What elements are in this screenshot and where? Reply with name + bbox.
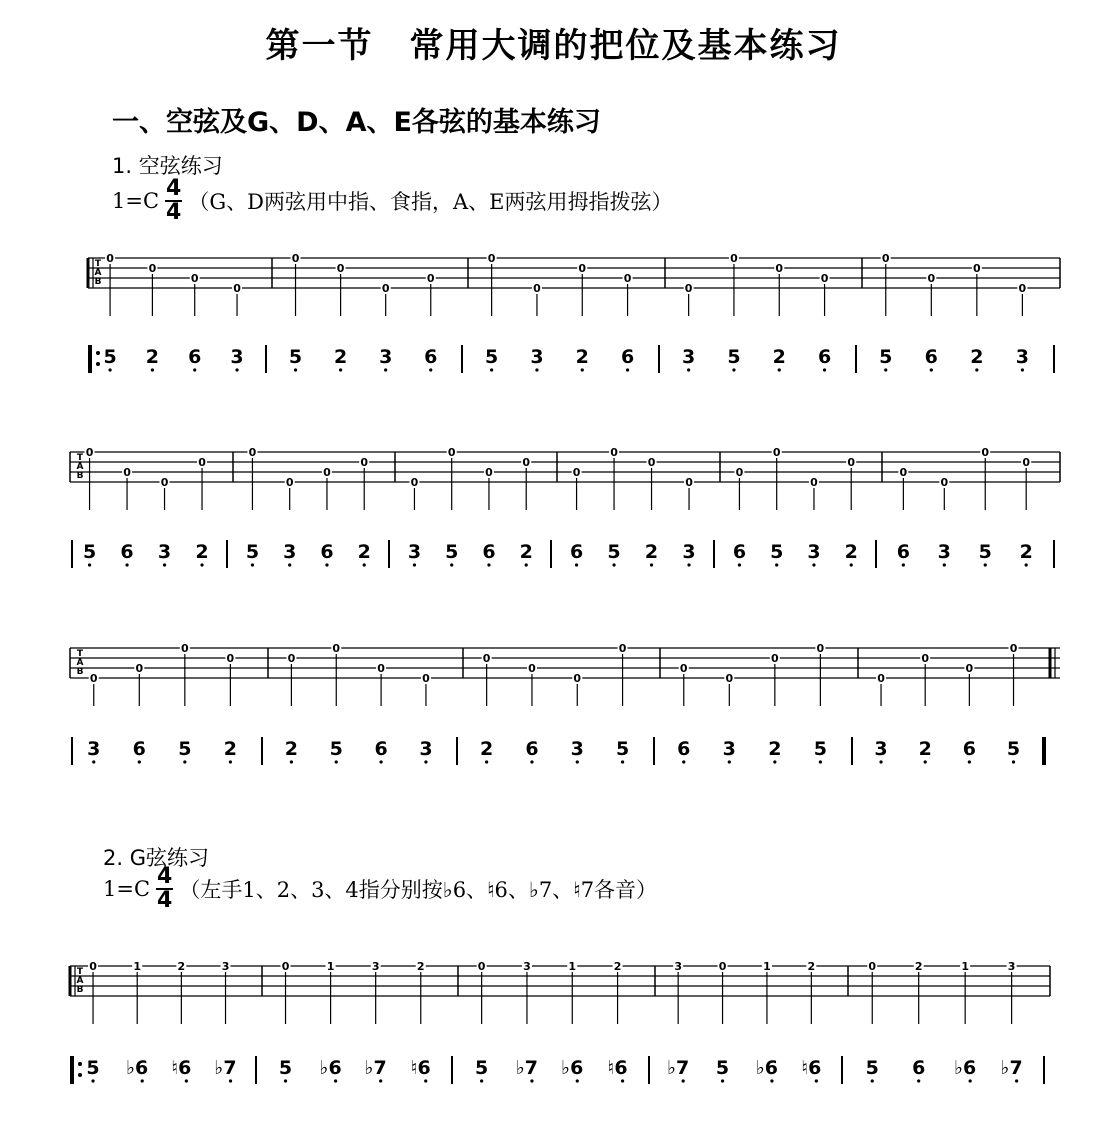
jianpu-note: ♮6 [171, 1057, 192, 1079]
jianpu-note: 3 [419, 738, 433, 760]
lower-octave-dot [229, 760, 232, 763]
jianpu-note: 2 [1019, 541, 1033, 563]
jianpu-note: 5 [615, 738, 630, 760]
lower-octave-dot [251, 563, 254, 566]
tab-fret-number: 0 [578, 262, 587, 275]
tab-fret-number: 0 [281, 960, 290, 973]
lower-octave-dot [379, 1079, 382, 1082]
jianpu-note: ♭7 [1000, 1057, 1023, 1079]
jianpu-note: 6 [374, 738, 388, 760]
tab-fret-number: 0 [226, 652, 235, 665]
tab-fret-number: 3 [221, 960, 230, 973]
lower-octave-dot [125, 563, 128, 566]
tab-fret-number: 0 [487, 252, 496, 265]
jianpu-note: 5 [86, 1057, 100, 1079]
lower-octave-dot [1012, 760, 1015, 763]
lower-octave-dot [429, 368, 432, 371]
lower-octave-dot [450, 563, 453, 566]
tab-fret-number: 0 [482, 652, 491, 665]
lower-octave-dot [626, 368, 629, 371]
jianpu-note: 3 [570, 738, 584, 760]
lower-octave-dot [485, 760, 488, 763]
lower-octave-dot [91, 1079, 94, 1082]
jianpu-note: 3 [230, 346, 244, 368]
jianpu-note: 3 [379, 346, 393, 368]
tab-clef-letter: A [76, 658, 84, 668]
jianpu-note: 6 [817, 346, 832, 368]
jianpu-note: 6 [132, 738, 146, 760]
lower-octave-dot [163, 563, 166, 566]
lower-octave-dot [819, 760, 822, 763]
tab-clef-letter: B [76, 985, 84, 995]
tab-fret-number: 0 [422, 672, 430, 685]
section-heading: 一、空弦及G、D、A、E各弦的基本练习 [112, 107, 601, 138]
tab-fret-number: 0 [881, 252, 890, 265]
lower-octave-dot [969, 1079, 972, 1082]
lower-octave-dot [775, 563, 778, 566]
jianpu-note: 6 [677, 738, 691, 760]
jianpu-note: 2 [223, 738, 237, 760]
lower-octave-dot [141, 1079, 144, 1082]
tab-fret-number: 0 [533, 282, 541, 295]
jianpu-note: 3 [157, 541, 172, 563]
lower-octave-dot [687, 563, 690, 566]
tab-fret-number: 0 [285, 476, 294, 489]
lower-octave-dot [984, 563, 987, 566]
tab-fret-number: 0 [89, 672, 98, 685]
jianpu-note: 5 [770, 541, 784, 563]
jianpu-note: 5 [865, 1057, 879, 1079]
lower-octave-dot [530, 760, 533, 763]
repeat-dot [1042, 754, 1046, 758]
jianpu-note: 3 [87, 738, 101, 760]
jianpu-note: 5 [1006, 738, 1021, 760]
jianpu-note: 5 [879, 346, 893, 368]
lower-octave-dot [487, 563, 490, 566]
lower-octave-dot [290, 760, 293, 763]
repeat-dot [96, 362, 100, 366]
tab-fret-number: 0 [847, 456, 856, 469]
jianpu-note: 6 [188, 346, 202, 368]
playing-instruction: （G、D两弦用中指、食指，A、E两弦用拇指拨弦） [188, 190, 673, 214]
tab-fret-number: 0 [287, 652, 296, 665]
tab-fret-number: 0 [1018, 282, 1027, 295]
playing-instruction: （左手1、2、3、4指分别按♭6、♮6、♭7、♮7各音） [179, 878, 658, 902]
tab-fret-number: 0 [772, 446, 781, 459]
jianpu-note: 6 [912, 1057, 926, 1079]
jianpu-note: 5 [278, 1057, 293, 1079]
jianpu-note: 5 [178, 738, 192, 760]
lower-octave-dot [294, 368, 297, 371]
tab-clef-letter: A [76, 976, 84, 986]
tab-clef-letter: A [94, 268, 102, 278]
lower-octave-dot [334, 1079, 337, 1082]
jianpu-note: ♭6 [319, 1057, 342, 1079]
tab-fret-number: 0 [820, 272, 829, 285]
jianpu-note: 3 [1015, 346, 1029, 368]
tab-clef-letter: T [76, 453, 84, 463]
repeat-dot [78, 1073, 82, 1077]
time-signature: $\frac{4}{4}$ [166, 176, 182, 225]
tab-fret-number: 0 [190, 272, 199, 285]
tab-fret-number: 0 [921, 652, 930, 665]
tab-fret-number: 0 [868, 960, 877, 973]
jianpu-note: 2 [519, 541, 533, 563]
jianpu-note: 6 [482, 541, 496, 563]
repeat-dot [1042, 743, 1046, 747]
jianpu-note: 2 [195, 541, 209, 563]
lower-octave-dot [1021, 368, 1024, 371]
tab-fret-number: 0 [735, 466, 744, 479]
jianpu-note: ♭7 [214, 1057, 237, 1079]
jianpu-note: 5 [103, 346, 117, 368]
jianpu-note: 5 [485, 346, 499, 368]
lower-octave-dot [902, 563, 905, 566]
tab-fret-number: 0 [181, 642, 189, 655]
jianpu-note: 5 [813, 738, 827, 760]
jianpu-note: 6 [924, 346, 938, 368]
key-signature: 1=C [103, 877, 151, 901]
lower-octave-dot [576, 760, 579, 763]
lower-octave-dot [1015, 1079, 1018, 1082]
lower-octave-dot [815, 1079, 818, 1082]
tab-fret-number: 0 [410, 476, 419, 489]
jianpu-note: ♭6 [755, 1057, 779, 1079]
lower-octave-dot [229, 1079, 232, 1082]
lower-octave-dot [530, 1079, 533, 1082]
tab-fret-number: 0 [927, 272, 936, 285]
tab-fret-number: 0 [123, 466, 131, 479]
tab-fret-number: 0 [725, 672, 734, 685]
lower-octave-dot [335, 760, 338, 763]
tab-fret-number: 0 [810, 476, 818, 489]
tab-fret-number: 2 [914, 960, 923, 973]
tab-fret-number: 0 [816, 642, 825, 655]
jianpu-note: 2 [145, 346, 160, 368]
jianpu-note: 6 [320, 541, 334, 563]
jianpu-note: 5 [727, 346, 741, 368]
lower-octave-dot [88, 563, 91, 566]
lower-octave-dot [339, 368, 342, 371]
tab-fret-number: 2 [613, 960, 622, 973]
jianpu-note: 5 [607, 541, 621, 563]
jianpu-note: 2 [284, 738, 299, 760]
jianpu-note: 6 [120, 541, 134, 563]
tab-fret-number: 1 [568, 960, 577, 973]
lower-octave-dot [621, 1079, 624, 1082]
jianpu-note: ♮6 [410, 1057, 431, 1079]
jianpu-note: 6 [525, 738, 539, 760]
jianpu-note: 3 [874, 738, 888, 760]
tab-fret-number: 1 [133, 960, 142, 973]
tab-fret-number: 0 [332, 642, 341, 655]
jianpu-note: 6 [962, 738, 976, 760]
jianpu-note: 3 [283, 541, 297, 563]
tab-fret-number: 0 [1009, 642, 1018, 655]
lower-octave-dot [732, 368, 735, 371]
jianpu-note: 3 [807, 541, 821, 563]
lower-octave-dot [575, 563, 578, 566]
lower-octave-dot [871, 1079, 874, 1082]
jianpu-note: 5 [288, 346, 303, 368]
tab-fret-number: 0 [572, 466, 581, 479]
tab-fret-number: 0 [623, 272, 632, 285]
tab-fret-number: 3 [371, 960, 380, 973]
jianpu-note: ♭6 [561, 1057, 584, 1079]
tab-fret-number: 0 [573, 672, 582, 685]
page-title: 第一节 常用大调的把位及基本练习 [265, 26, 842, 66]
tab-clef-letter: T [94, 259, 102, 269]
jianpu-note: 5 [329, 738, 343, 760]
tab-fret-number: 0 [377, 662, 385, 675]
jianpu-note: 2 [970, 346, 984, 368]
tab-fret-number: 0 [965, 662, 974, 675]
lower-octave-dot [413, 563, 416, 566]
tab-fret-number: 0 [618, 642, 627, 655]
jianpu-note: 6 [620, 346, 635, 368]
lower-octave-dot [770, 1079, 773, 1082]
tab-fret-number: 0 [85, 446, 94, 459]
jianpu-note: 2 [918, 738, 932, 760]
tab-fret-number: 0 [522, 456, 531, 469]
jianpu-note: 5 [475, 1057, 489, 1079]
jianpu-note: 2 [844, 541, 858, 563]
lower-octave-dot [92, 760, 95, 763]
tab-fret-number: 2 [416, 960, 425, 973]
lower-octave-dot [612, 563, 615, 566]
lower-octave-dot [884, 368, 887, 371]
tab-fret-number: 3 [1007, 960, 1016, 973]
tab-clef-letter: T [76, 967, 84, 977]
tab-fret-number: 0 [447, 446, 456, 459]
tab-fret-number: 0 [730, 252, 738, 265]
lower-octave-dot [380, 760, 383, 763]
tab-fret-number: 0 [610, 446, 618, 459]
jianpu-note: 2 [480, 738, 494, 760]
lower-octave-dot [185, 1079, 188, 1082]
tab-fret-number: 0 [381, 282, 390, 295]
jianpu-note: 5 [978, 541, 992, 563]
tab-fret-number: 0 [135, 662, 144, 675]
lower-octave-dot [682, 760, 685, 763]
jianpu-note: 5 [245, 541, 260, 563]
lower-octave-dot [943, 563, 946, 566]
tab-fret-number: 0 [485, 466, 493, 479]
tab-fret-number: 0 [981, 446, 990, 459]
jianpu-note: ♭6 [954, 1057, 977, 1079]
tab-fret-number: 0 [877, 672, 885, 685]
jianpu-note: 3 [407, 541, 422, 563]
jianpu-note: 3 [530, 346, 544, 368]
lower-octave-dot [812, 563, 815, 566]
lower-octave-dot [325, 563, 328, 566]
lower-octave-dot [879, 760, 882, 763]
lower-octave-dot [621, 760, 624, 763]
tab-fret-number: 0 [198, 456, 206, 469]
jianpu-note: ♭7 [667, 1057, 690, 1079]
lower-octave-dot [728, 760, 731, 763]
lower-octave-dot [738, 563, 741, 566]
jianpu-note: 2 [357, 541, 371, 563]
lower-octave-dot [535, 368, 538, 371]
lower-octave-dot [687, 368, 690, 371]
lower-octave-dot [200, 563, 203, 566]
tab-fret-number: 1 [326, 960, 335, 973]
jianpu-note: 2 [768, 738, 782, 760]
jianpu-note: 2 [333, 346, 348, 368]
tab-fret-number: 0 [685, 476, 693, 489]
tab-fret-number: 0 [233, 282, 241, 295]
tab-fret-number: 0 [248, 446, 257, 459]
tab-fret-number: 0 [291, 252, 300, 265]
lower-octave-dot [288, 563, 291, 566]
lower-octave-dot [424, 760, 427, 763]
jianpu-note: 3 [722, 738, 736, 760]
lower-octave-dot [975, 368, 978, 371]
tab-fret-number: 2 [177, 960, 186, 973]
lower-octave-dot [823, 368, 826, 371]
tab-fret-number: 0 [528, 662, 536, 675]
jianpu-note: 2 [644, 541, 659, 563]
tab-fret-number: 2 [807, 960, 816, 973]
lower-octave-dot [235, 368, 238, 371]
tab-clef-letter: B [94, 277, 102, 287]
tab-fret-number: 1 [763, 960, 771, 973]
lower-octave-dot [284, 1079, 287, 1082]
tab-fret-number: 0 [940, 476, 949, 489]
tab-fret-number: 3 [674, 960, 682, 973]
tab-fret-number: 0 [360, 456, 369, 469]
key-signature: 1=C [112, 189, 160, 213]
jianpu-note: ♭6 [126, 1057, 149, 1079]
lower-octave-dot [650, 563, 653, 566]
tab-fret-number: 0 [148, 262, 157, 275]
lower-octave-dot [490, 368, 493, 371]
tab-fret-number: 0 [323, 466, 331, 479]
tab-fret-number: 0 [771, 652, 779, 665]
lower-octave-dot [384, 368, 387, 371]
lower-octave-dot [773, 760, 776, 763]
tab-fret-number: 0 [684, 282, 693, 295]
lower-octave-dot [108, 368, 111, 371]
tab-fret-number: 0 [647, 456, 656, 469]
lower-octave-dot [424, 1079, 427, 1082]
tab-fret-number: 0 [160, 476, 169, 489]
tab-clef-letter: A [76, 462, 84, 472]
jianpu-note: 2 [575, 346, 589, 368]
tab-fret-number: 0 [426, 272, 435, 285]
jianpu-note: ♭7 [515, 1057, 539, 1079]
lower-octave-dot [480, 1079, 483, 1082]
jianpu-note: 2 [772, 346, 786, 368]
jianpu-note: 5 [445, 541, 459, 563]
lower-octave-dot [576, 1079, 579, 1082]
lower-octave-dot [968, 760, 971, 763]
lower-octave-dot [183, 760, 186, 763]
jianpu-note: 3 [682, 346, 696, 368]
tab-clef-letter: B [76, 471, 84, 481]
lower-octave-dot [924, 760, 927, 763]
jianpu-note: ♮6 [607, 1057, 628, 1079]
tab-fret-number: 0 [1022, 456, 1031, 469]
jianpu-note: 6 [732, 541, 747, 563]
tab-fret-number: 1 [961, 960, 969, 973]
exercise-2-label: 2. G弦练习 [103, 846, 209, 870]
repeat-dot [96, 351, 100, 355]
tab-fret-number: 0 [973, 262, 981, 275]
jianpu-note: 3 [937, 541, 951, 563]
lower-octave-dot [721, 1079, 724, 1082]
tab-fret-number: 0 [718, 960, 727, 973]
tab-fret-number: 0 [679, 662, 688, 675]
lower-octave-dot [1025, 563, 1028, 566]
lower-octave-dot [151, 368, 154, 371]
tab-clef-letter: T [76, 649, 84, 659]
jianpu-note: ♮6 [801, 1057, 822, 1079]
lower-octave-dot [917, 1079, 920, 1082]
jianpu-note: 5 [82, 541, 97, 563]
lower-octave-dot [363, 563, 366, 566]
lower-octave-dot [138, 760, 141, 763]
tab-fret-number: 0 [775, 262, 784, 275]
tab-fret-number: 0 [477, 960, 486, 973]
tab-fret-number: 0 [899, 466, 908, 479]
lower-octave-dot [193, 368, 196, 371]
tab-fret-number: 0 [89, 960, 97, 973]
jianpu-note: 5 [715, 1057, 730, 1079]
jianpu-note: 6 [424, 346, 438, 368]
exercise-1-label: 1. 空弦练习 [112, 154, 223, 178]
jianpu-note: 3 [682, 541, 696, 563]
lower-octave-dot [850, 563, 853, 566]
tab-fret-number: 0 [336, 262, 345, 275]
lower-octave-dot [930, 368, 933, 371]
time-signature: $\frac{4}{4}$ [157, 864, 173, 913]
tab-clef-letter: B [76, 667, 84, 677]
tab-fret-number: 0 [106, 252, 114, 265]
lower-octave-dot [525, 563, 528, 566]
jianpu-note: ♭7 [364, 1057, 387, 1079]
jianpu-note: 6 [896, 541, 910, 563]
lower-octave-dot [581, 368, 584, 371]
tab-fret-number: 3 [523, 960, 531, 973]
jianpu-note: 6 [569, 541, 584, 563]
repeat-dot [78, 1062, 82, 1066]
lower-octave-dot [778, 368, 781, 371]
lower-octave-dot [682, 1079, 685, 1082]
